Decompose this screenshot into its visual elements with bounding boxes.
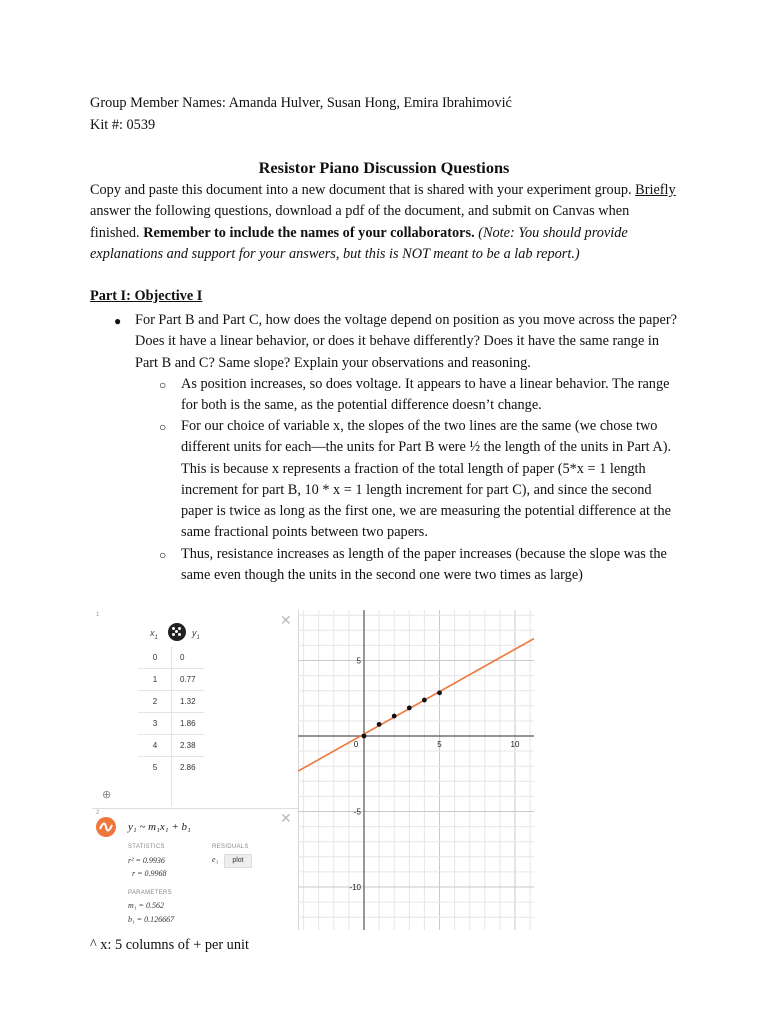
instructions-bold: Remember to include the names of your collaborators.	[143, 224, 475, 241]
residuals-label: RESIDUALS	[212, 844, 249, 850]
expression-index: 2	[96, 810, 100, 816]
bullet-hollow-icon: ○	[159, 548, 167, 562]
table-row[interactable]: 0 0	[138, 646, 204, 669]
data-point	[392, 714, 397, 719]
point-style-icon[interactable]	[168, 623, 186, 641]
data-point	[362, 734, 367, 739]
answer-1: As position increases, so does voltage. It appears to have a linear behavior. The range for both is the same, as the potential difference doesn’t change.	[181, 376, 670, 414]
data-point	[407, 706, 412, 711]
graph-caption: ^ x: 5 columns of + per unit	[90, 937, 249, 953]
x-tick-label: 10	[510, 740, 520, 749]
desmos-graph[interactable]	[298, 610, 534, 930]
data-point	[377, 722, 382, 727]
table-row[interactable]: 1 0.77	[138, 668, 204, 691]
r-squared-value: r² = 0.9936	[128, 856, 165, 865]
divider	[92, 808, 298, 809]
close-icon[interactable]: ✕	[280, 612, 292, 628]
intercept-parameter: b₁ = 0.126667	[128, 915, 175, 924]
desmos-expression-panel	[92, 610, 299, 930]
y-tick-label: -10	[349, 883, 361, 892]
part-heading: Part I: Objective I	[90, 288, 203, 304]
page-title: Resistor Piano Discussion Questions	[258, 158, 510, 177]
group-members-line: Group Member Names: Amanda Hulver, Susan Hong, Emira Ibrahimović	[90, 95, 512, 111]
bullet-filled-icon: ●	[114, 314, 122, 328]
regression-icon[interactable]	[96, 817, 116, 837]
table-row[interactable]: 5 2.86	[152, 763, 196, 772]
zoom-icon[interactable]: ⊕	[102, 789, 112, 801]
instructions-text-1: Copy and paste this document into a new document that is shared with your experiment group.	[90, 182, 632, 198]
parameters-label: PARAMETERS	[128, 890, 172, 896]
bullet-hollow-icon: ○	[159, 420, 167, 434]
y-tick-label: -5	[353, 807, 361, 817]
expression-index: 1	[96, 612, 100, 618]
table-header-y: $y_1$	[192, 628, 200, 641]
answer-2: For our choice of variable x, the slopes of the two lines are the same (we chose two different units for each—the units for Part B were ½ the length of the units in Part A). This is because x represents a fraction of the total length of paper (5*x = 1 length increment for part B, 10 * x = 1 length increment for part C), and since the second paper is twice as long as the first one, we are measuring the potential difference at the same fractional points between two papers.	[181, 418, 672, 541]
answer-3: Thus, resistance increases as length of the paper increases (because the slope was the same even though the units in the second one were two times as large)	[181, 546, 667, 584]
slope-parameter: m₁ = 0.562	[128, 901, 164, 910]
instructions-text-2: answer the following questions, download a pdf of the document, and submit on Canvas when finished.	[90, 203, 630, 241]
r-value: r = 0.9968	[132, 869, 167, 878]
table-row[interactable]: 2 1.32	[138, 690, 204, 713]
data-point	[422, 698, 427, 703]
plot-residuals-button[interactable]: plot	[224, 854, 252, 868]
x-tick-label: 5	[437, 740, 442, 749]
close-icon[interactable]: ✕	[280, 810, 292, 826]
regression-formula[interactable]: y₁ ~ m₁x₁ + b₁	[128, 821, 191, 833]
residual-variable: e₁	[212, 855, 219, 864]
y-tick-label: 5	[356, 656, 361, 666]
statistics-label: STATISTICS	[128, 844, 165, 850]
instructions-note: (Note: You should provide explanations and support for your answers, but this is NOT meant to be a lab report.)	[90, 224, 628, 262]
table-row[interactable]: 4 2.38	[138, 734, 204, 757]
data-point	[437, 690, 442, 695]
instructions-paragraph	[90, 180, 680, 265]
table-row[interactable]: 3 1.86	[138, 712, 204, 735]
instructions-briefly: Briefly	[635, 182, 676, 198]
x-tick-label: 0	[353, 740, 359, 749]
kit-number-line: Kit #: 0539	[90, 117, 156, 133]
question-text: For Part B and Part C, how does the voltage depend on position as you move across the paper? Does it have a linear behavior, or does it behave differently? Does it have the same range in Part B and C? Same slope? Explain your observations and reasoning.	[135, 312, 677, 371]
bullet-hollow-icon: ○	[159, 378, 167, 392]
table-header-x: $x_1$	[150, 628, 158, 641]
